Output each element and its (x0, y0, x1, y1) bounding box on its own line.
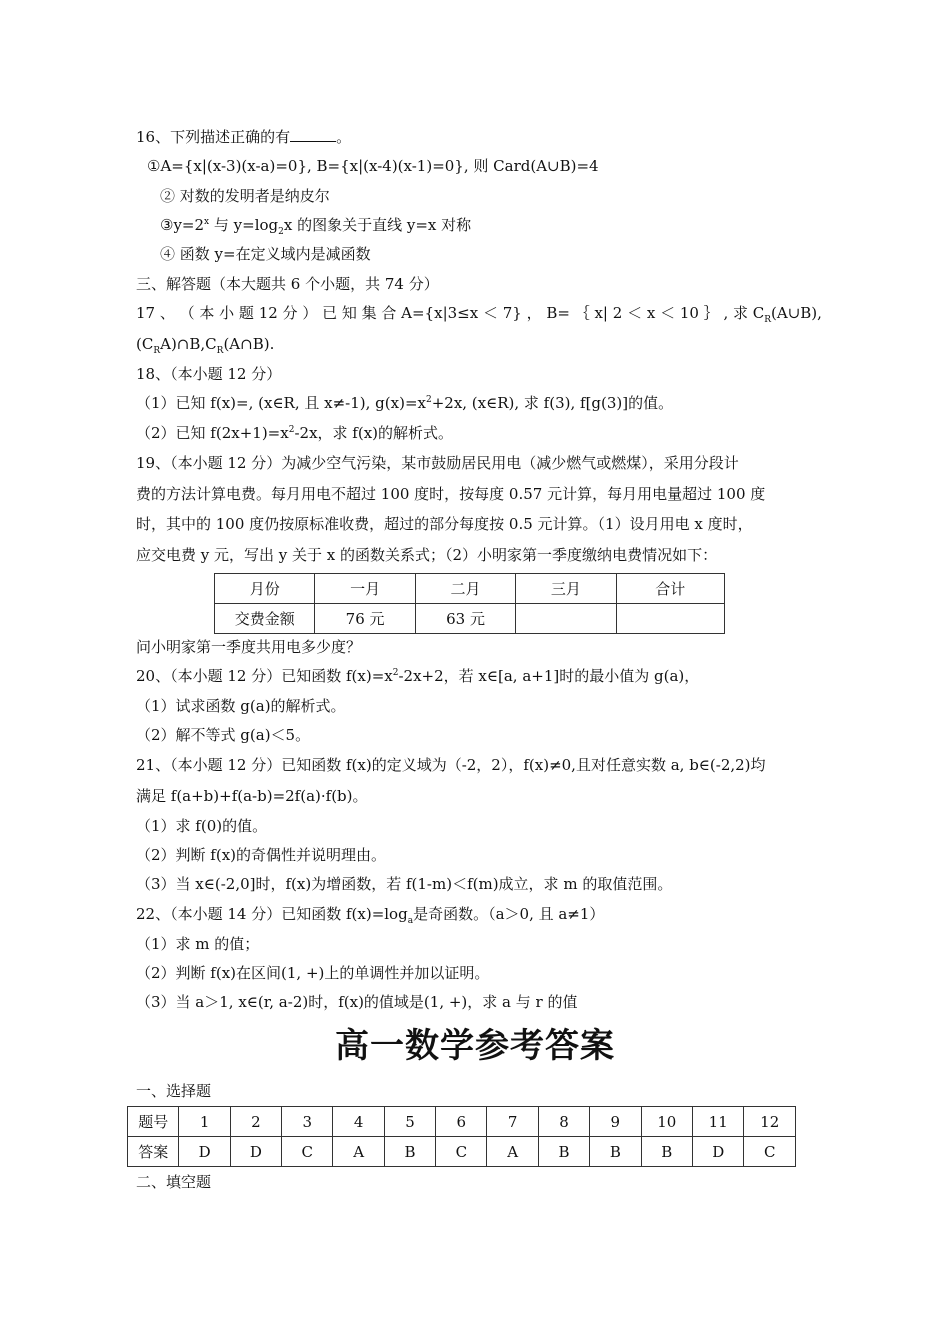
table-cell: 76 元 (315, 604, 415, 634)
answer-key-table (127, 1106, 796, 1167)
table-header-cell: 月份 (215, 574, 315, 604)
q16-opt3-part: ③y=2 (160, 216, 205, 234)
table-header-cell: 9 (590, 1107, 641, 1137)
q21-part-3: （3）当 x∈(-2,0]时，f(x)为增函数，若 f(1-m)＜f(m)成立，求 m 的取值范围。 (136, 875, 673, 893)
q20-text: 20、（本小题 12 分）已知函数 f(x)=x (136, 667, 393, 685)
q19-question: 问小明家第一季度共用电多少度？ (136, 638, 362, 656)
q20-heading (136, 666, 699, 686)
q17-line-1 (136, 303, 822, 323)
table-cell: 答案 (128, 1137, 179, 1167)
table-header-cell: 合计 (616, 574, 724, 604)
table-header-cell: 1 (179, 1107, 230, 1137)
table-cell: D (230, 1137, 281, 1167)
q22-text: 是奇函数。（a＞0, 且 a≠1） (413, 905, 605, 923)
table-header-cell: 6 (436, 1107, 487, 1137)
q17-sub: R (153, 346, 161, 356)
q17-text: A)∩B,C (160, 335, 217, 353)
q20-part-1: （1）试求函数 g(a)的解析式。 (136, 697, 346, 715)
q16-opt3-sup: x (204, 217, 210, 227)
table-cell: C (436, 1137, 487, 1167)
electricity-fee-table (214, 573, 725, 634)
q17-sub: R (216, 346, 224, 356)
table-header-cell: 一月 (315, 574, 415, 604)
table-cell (516, 604, 616, 634)
q16-opt3-sub: 2 (278, 227, 284, 237)
table-cell: A (487, 1137, 538, 1167)
q19-line-4: 应交电费 y 元，写出 y 关于 x 的函数关系式；（2）小明家第一季度缴纳电费情况如下： (136, 546, 718, 564)
table-cell: B (590, 1137, 641, 1167)
q16-option-2: ② 对数的发明者是纳皮尔 (160, 187, 330, 205)
q16-opt3-part: x 的图象关于直线 y=x 对称 (283, 216, 472, 234)
q18-sup: 2 (425, 395, 432, 405)
q17-line-2 (136, 334, 274, 354)
q18-part-2 (136, 423, 453, 443)
q22-heading (136, 904, 604, 924)
table-cell: D (179, 1137, 230, 1167)
q18-text: -2x，求 f(x)的解析式。 (294, 424, 454, 442)
q17-text: (C (136, 335, 154, 353)
q17-sub: R (764, 315, 772, 325)
table-header-cell: 2 (230, 1107, 281, 1137)
section-3-heading: 三、解答题（本大题共 6 个小题，共 74 分） (136, 275, 439, 293)
q18-sup: 2 (288, 425, 295, 435)
q20-text: -2x+2，若 x∈[a, a+1]时的最小值为 g(a)， (398, 667, 700, 685)
q18-text: +2x, (x∈R), 求 f(3), f[g(3)]的值。 (431, 394, 674, 412)
table-header-cell: 3 (282, 1107, 333, 1137)
table-cell (616, 604, 724, 634)
table-header-cell: 4 (333, 1107, 384, 1137)
q16-stem-text: 16、下列描述正确的有 (136, 128, 291, 146)
q22-sub: a (407, 916, 414, 926)
q16-option-3 (160, 215, 471, 235)
table-cell: 交费金额 (215, 604, 315, 634)
table-row (215, 574, 725, 604)
table-header-cell: 12 (744, 1107, 796, 1137)
table-cell: D (692, 1137, 743, 1167)
table-cell: B (641, 1137, 692, 1167)
q18-text: （1）已知 f(x)=, (x∈R, 且 x≠-1), g(x)=x (136, 394, 426, 412)
table-cell: A (333, 1137, 384, 1167)
q21-part-2: （2）判断 f(x)的奇偶性并说明理由。 (136, 846, 387, 864)
q17-text: (A∩B). (223, 335, 275, 353)
q17-text: (A∪B), (771, 304, 822, 322)
table-cell: B (538, 1137, 589, 1167)
q18-text: （2）已知 f(2x+1)=x (136, 424, 289, 442)
q21-line-2: 满足 f(a+b)+f(a-b)=2f(a)·f(b)。 (136, 787, 368, 805)
q18-heading: 18、（本小题 12 分） (136, 365, 282, 383)
answer-blank (290, 127, 336, 142)
table-row (128, 1137, 796, 1167)
q16-opt3-part: 与 y=log (209, 216, 279, 234)
q17-text: 17 、 （ 本 小 题 12 分 ） 已 知 集 合 A={x|3≤x ＜ 7} ， B= ｛ x| 2 ＜ x ＜ 10 ｝ , 求 C (136, 304, 765, 322)
q22-part-2: （2）判断 f(x)在区间(1, +)上的单调性并加以证明。 (136, 964, 490, 982)
table-row (215, 604, 725, 634)
answers-title: 高一数学参考答案 (335, 1026, 615, 1066)
table-cell: C (282, 1137, 333, 1167)
table-header-cell: 二月 (415, 574, 515, 604)
q22-part-3: （3）当 a＞1, x∈(r, a-2)时，f(x)的值域是(1, +)，求 a 与 r 的值 (136, 993, 578, 1011)
q20-part-2: （2）解不等式 g(a)＜5。 (136, 726, 311, 744)
table-row (128, 1107, 796, 1137)
q19-line-3: 时，其中的 100 度仍按原标准收费，超过的部分每度按 0.5 元计算。（1）设月用电 x 度时， (136, 515, 753, 533)
table-header-cell: 11 (692, 1107, 743, 1137)
q18-part-1 (136, 393, 673, 413)
q19-line-2: 费的方法计算电费。每月用电不超过 100 度时，按每度 0.57 元计算，每月用电量超过 100 度 (136, 485, 766, 503)
table-header-cell: 三月 (516, 574, 616, 604)
q20-sup: 2 (392, 668, 399, 678)
q22-text: 22、（本小题 14 分）已知函数 f(x)=log (136, 905, 408, 923)
table-header-cell: 8 (538, 1107, 589, 1137)
table-cell: C (744, 1137, 796, 1167)
answers-section-2: 二、填空题 (136, 1173, 212, 1191)
table-cell: B (384, 1137, 435, 1167)
q22-part-1: （1）求 m 的值； (136, 935, 260, 953)
table-header-cell: 10 (641, 1107, 692, 1137)
table-header-cell: 5 (384, 1107, 435, 1137)
q21-line-1: 21、（本小题 12 分）已知函数 f(x)的定义域为（-2，2），f(x)≠0,且对任意实数 a, b∈(-2,2)均 (136, 756, 766, 774)
table-header-cell: 7 (487, 1107, 538, 1137)
q16-stem (136, 127, 351, 147)
table-cell: 63 元 (415, 604, 515, 634)
q19-line-1: 19、（本小题 12 分）为减少空气污染，某市鼓励居民用电（减少燃气或燃煤），采用分段计 (136, 454, 739, 472)
q21-part-1: （1）求 f(0)的值。 (136, 817, 268, 835)
answers-section-1: 一、选择题 (136, 1082, 212, 1100)
table-header-cell: 题号 (128, 1107, 179, 1137)
q16-option-4: ④ 函数 y=在定义域内是减函数 (160, 245, 371, 263)
q16-option-1: ①A={x|(x-3)(x-a)=0}, B={x|(x-4)(x-1)=0}, 则 Card(A∪B)=4 (147, 157, 599, 175)
q16-stem-end: 。 (336, 128, 352, 146)
